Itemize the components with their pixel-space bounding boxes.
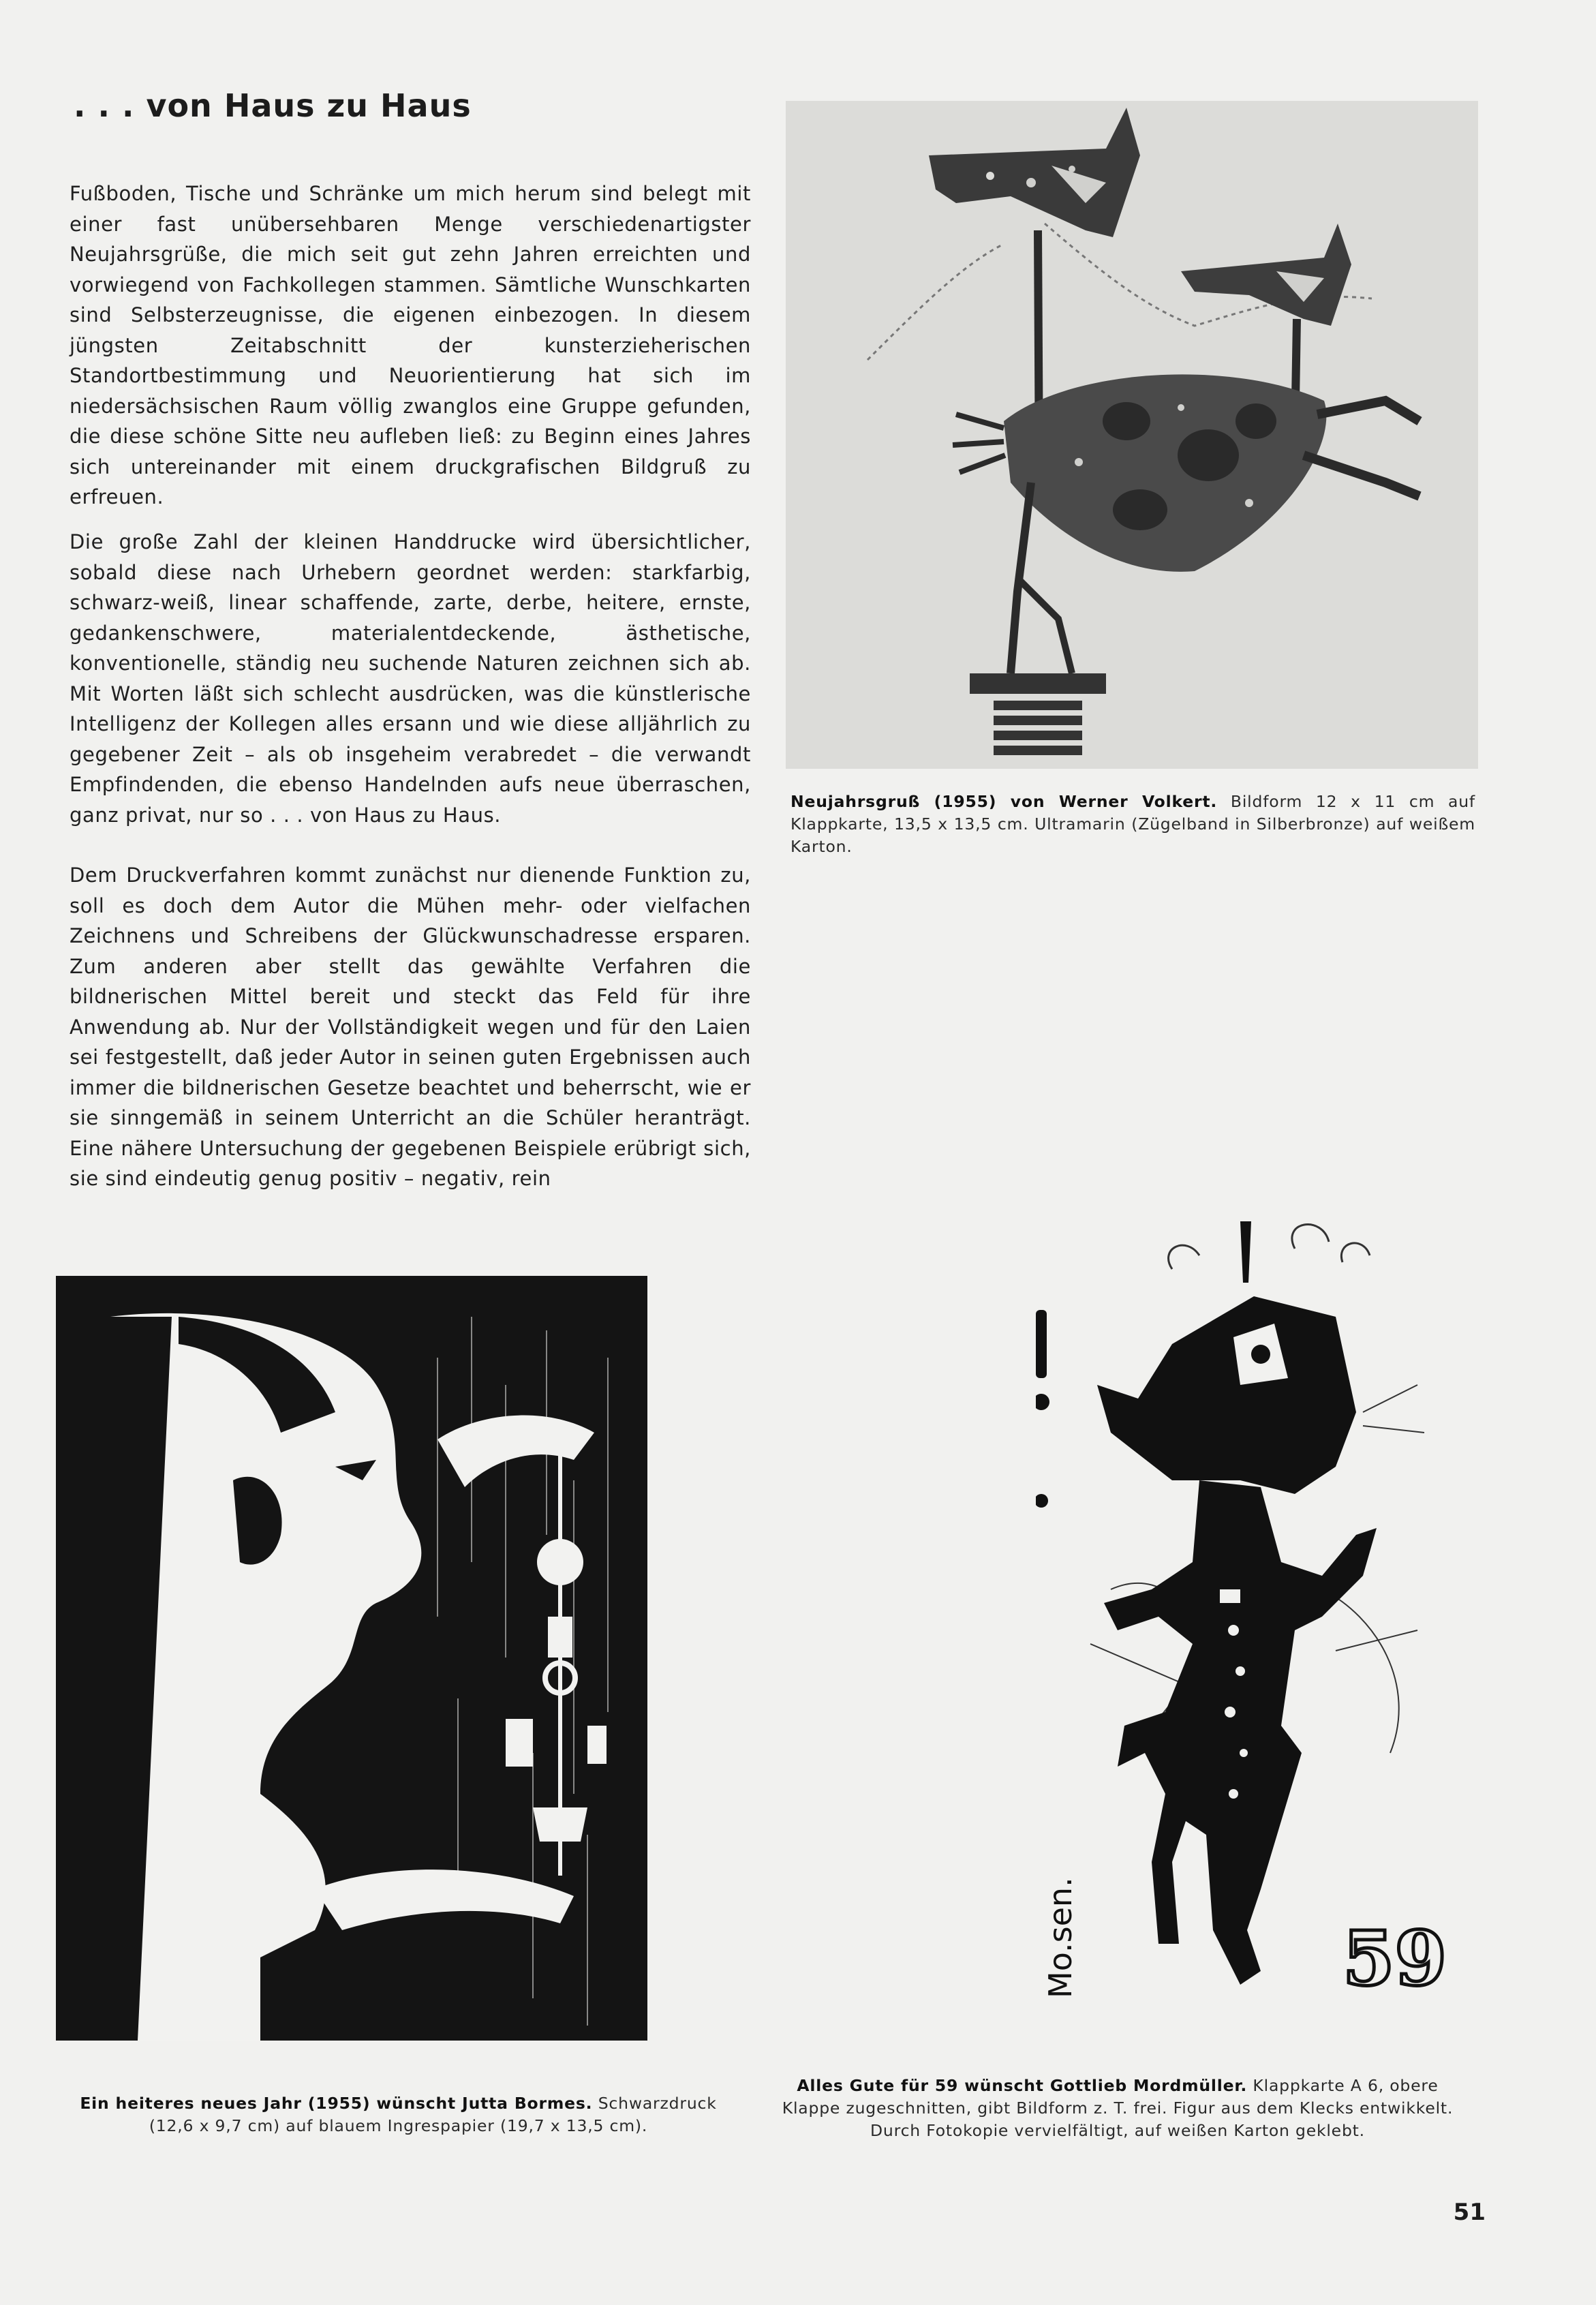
volkert-caption: [791, 791, 1475, 858]
mordmueller-blot-image: [1036, 1208, 1472, 2066]
mordmueller-signature: Mo.sen.: [1042, 1877, 1079, 1998]
bormes-caption-text: Schwarzdruck (12,6 x 9,7 cm) auf blauem Ingrespapier (19,7 x 13,5 cm).: [149, 2094, 717, 2135]
mordmueller-caption-title: Alles Gute für 59 wünscht Gottlieb Mordmüller.: [797, 2076, 1248, 2095]
volkert-print-illustration: [786, 101, 1478, 769]
mordmueller-caption: [767, 2075, 1469, 2142]
bormes-caption: [56, 2092, 741, 2137]
bormes-caption-title: Ein heiteres neues Jahr (1955) wünscht Jutta Bormes.: [80, 2094, 593, 2113]
bormes-woodcut-image: [56, 1276, 647, 2041]
mordmueller-blot-illustration: [1036, 1208, 1472, 2066]
body-paragraph-1: Fußboden, Tische und Schränke um mich herum sind belegt mit einer fast unübersehbaren Menge verschiedenartigster Neujahrsgrüße, die mich seit gut zehn Jahren erreichten und vorwiegend von Fachkollegen stammen. Sämtliche Wunschkarten sind Selbsterzeugnisse, die eigenen einbezogen. In diesem jüngsten Zeitabschnitt der kunsterzieherischen Standortbestimmung und Neuorientierung hat sich im niedersächsischen Raum völlig zwanglos eine Gruppe gefunden, die diese schöne Sitte neu aufleben ließ: zu Beginn eines Jahres sich untereinander mit einem druckgrafischen Bildgruß zu erfreuen.: [70, 182, 751, 508]
bormes-woodcut-illustration: [56, 1276, 647, 2041]
article-heading: . . . von Haus zu Haus: [74, 87, 472, 124]
body-paragraph-2: Die große Zahl der kleinen Handdrucke wird übersichtlicher, sobald diese nach Urhebern geordnet werden: starkfarbig, schwarz-weiß, linear schaffende, zarte, derbe, heitere, ernste, gedankenschwere, materialentdeckende, ästhetische, konventionelle, ständig neu suchende Naturen zeichnen sich ab. Mit Worten läßt sich schlecht ausdrücken, was die künstlerische Intelligenz der Kollegen alles ersann und wie diese alljährlich zu gegebener Zeit – als ob insgeheim verabredet – die verwandt Empfindenden, die ebenso Handelnden aufs neue überraschen, ganz privat, nur so . . . von Haus zu Haus.: [70, 530, 751, 827]
volkert-caption-text: Bildform 12 x 11 cm auf Klappkarte, 13,5 x 13,5 cm. Ultramarin (Zügelband in Silberbronze) auf weißem Karton.: [791, 792, 1475, 856]
volkert-caption-title: Neujahrsgruß (1955) von Werner Volkert.: [791, 792, 1218, 811]
body-paragraph-3: Dem Druckverfahren kommt zunächst nur dienende Funktion zu, soll es doch dem Autor die Mühen mehr- oder vielfachen Zeichnens und Schreibens der Glückwunschadresse ersparen. Zum anderen aber stellt das gewählte Verfahren die bildnerischen Mittel bereit und steckt das Feld für ihre Anwendung ab. Nur der Vollständigkeit wegen und für den Laien sei festgestellt, daß jeder Autor in seinen guten Ergebnissen auch immer die bildnerischen Gesetze beachtet und beherrscht, wie er sie sinngemäß in seinem Unterricht an die Schüler heranträgt. Eine nähere Untersuchung der gegebenen Beispiele erübrigt sich, sie sind eindeutig genug positiv – negativ, rein: [70, 864, 751, 1190]
volkert-print-image: [786, 101, 1478, 769]
mordmueller-caption-text: Klappkarte A 6, obere Klappe zugeschnitten, gibt Bildform z. T. frei. Figur aus dem Klecks entwikkelt. Durch Fotokopie vervielfältigt, auf weißen Karton geklebt.: [782, 2076, 1454, 2140]
mordmueller-year-mark: 59: [1342, 1914, 1447, 2002]
page-number: 51: [1453, 2199, 1486, 2226]
